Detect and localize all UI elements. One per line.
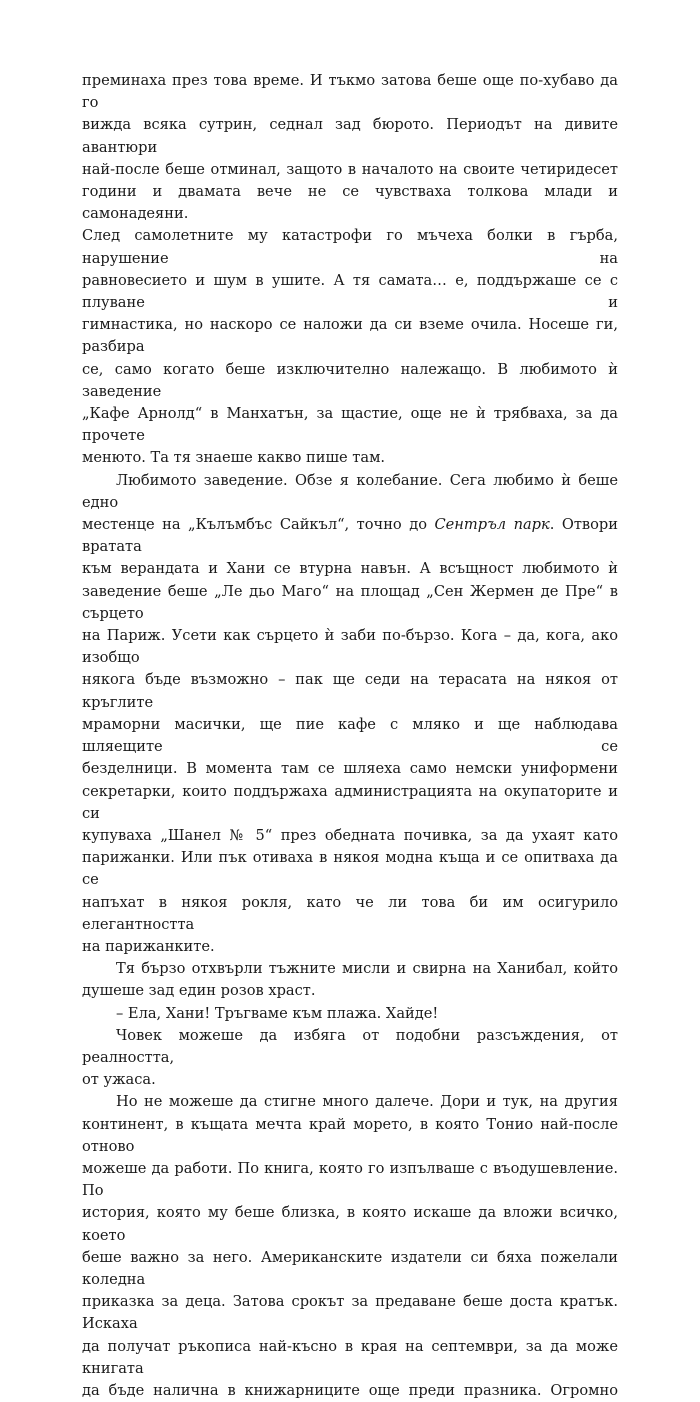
text-line: напъхат в някоя рокля, като че ли това би им осигурило елегантността — [82, 893, 618, 933]
document-body — [82, 70, 618, 1402]
text-line: Човек можеше да избяга от подобни разсъждения, от реалността, — [82, 1026, 618, 1066]
paragraph — [82, 470, 618, 958]
text-line: някога бъде възможно – пак ще седи на терасата на някоя от кръглите — [82, 671, 618, 711]
text-line: най-после беше отминал, защото в началото на своите четиридесет — [82, 160, 618, 178]
text-line: – Ела, Хани! Тръгваме към плажа. Хайде! — [116, 1004, 439, 1022]
text-line: години и двамата вече не се чувстваха толкова млади и самонадеяни. — [82, 183, 618, 223]
text-line: менюто. Та тя знаеше какво пише там. — [82, 449, 386, 467]
text-line: Тя бързо отхвърли тъжните мисли и свирна на Ханибал, който — [116, 960, 618, 978]
text-line: Любимото заведение. Обзе я колебание. Сега любимо ѝ беше едно — [82, 471, 618, 511]
text-line: гимнастика, но наскоро се наложи да си вземе очила. Носеше ги, разбира — [82, 316, 618, 356]
text-line: да бъде налична в книжарниците още преди празника. Огромно — [82, 1381, 618, 1399]
text-line: секретарки, които поддържаха администрацията на окупаторите и си — [82, 782, 618, 822]
paragraph — [82, 1091, 618, 1402]
text-line: на парижанките. — [82, 937, 215, 955]
paragraph — [82, 958, 618, 1002]
text-line: парижанки. Или пък отиваха в някоя модна къща и се опитваха да се — [82, 849, 618, 889]
text-line: да получат ръкописа най-късно в края на септември, за да може книгата — [82, 1337, 618, 1377]
text-line: След самолетните му катастрофи го мъчеха болки в гърба, нарушение на — [82, 227, 618, 267]
text-line: местенце на „Кълъмбъс Сайкъл“, точно до Сентръл парк. Отвори вратата — [82, 516, 618, 556]
text-line: вижда всяка сутрин, седнал зад бюрото. Периодът на дивите авантюри — [82, 116, 618, 156]
paragraph — [82, 70, 618, 470]
text-line: можеше да работи. По книга, която го изпълваше с въодушевление. По — [82, 1159, 618, 1200]
text-line: „Кафе Арнолд“ в Манхатън, за щастие, още не ѝ трябваха, за да прочете — [82, 405, 618, 445]
text-line: на Париж. Усети как сърцето ѝ заби по-бързо. Кога – да, кога, ако изобщо — [82, 627, 618, 667]
text-line: беше важно за него. Американските издатели си бяха пожелали коледна — [82, 1248, 618, 1288]
text-line: се, само когато беше изключително належащо. В любимото ѝ заведение — [82, 360, 618, 400]
text-line: мраморни масички, ще пие кафе с мляко и ще наблюдава шляещите се — [82, 715, 618, 756]
text-line: Но не можеше да стигне много далече. Дори и тук, на другия — [116, 1093, 618, 1111]
text-line: душеше зад един розов храст. — [82, 982, 316, 1000]
text-line: история, която му беше близка, в която искаше да вложи всичко, което — [82, 1204, 618, 1244]
text-line: към верандата и Хани се втурна навън. А всъщност любимото ѝ — [82, 560, 618, 578]
text-line: купуваха „Шанел № 5“ през обедната почивка, за да ухаят като — [82, 826, 618, 844]
paragraph — [82, 1025, 618, 1092]
text-line: заведение беше „Ле дьо Маго“ на площад „Сен Жермен де Пре“ в сърцето — [82, 582, 618, 622]
text-line: от ужаса. — [82, 1071, 156, 1089]
text-line: равновесието и шум в ушите. А тя самата… е, поддържаше се с плуване и — [82, 271, 618, 312]
text-line: приказка за деца. Затова срокът за предаване беше доста кратък. Искаха — [82, 1293, 618, 1333]
paragraph — [82, 1003, 618, 1025]
text-line: континент, в къщата мечта край морето, в която Тонио най-после отново — [82, 1115, 618, 1155]
text-line: преминаха през това време. И тъкмо затова беше още по-хубаво да го — [82, 72, 618, 112]
text-line: безделници. В момента там се шляеха само немски униформени — [82, 760, 618, 778]
